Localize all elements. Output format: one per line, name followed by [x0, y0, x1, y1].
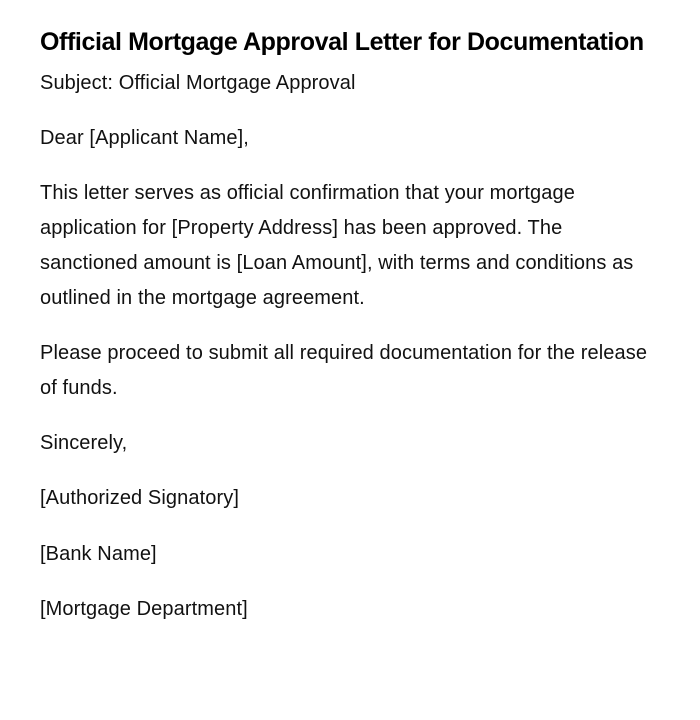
letter-document: [40, 21, 660, 627]
letter-greeting: Dear [Applicant Name],: [40, 127, 249, 149]
letter-paragraph-confirmation: This letter serves as official confirmation that your mortgage application for [Property Address] has been approved. The sanctioned amount is [Loan Amount], with terms and conditions as outlined in the mortgage agreement.: [40, 182, 634, 309]
letter-department: [Mortgage Department]: [40, 598, 248, 620]
letter-bank-name: [Bank Name]: [40, 543, 157, 565]
letter-paragraph-instructions: Please proceed to submit all required documentation for the release of funds.: [40, 342, 648, 399]
letter-subject: Subject: Official Mortgage Approval: [40, 72, 356, 94]
letter-title: Official Mortgage Approval Letter for Documentation: [40, 28, 644, 56]
letter-closing: Sincerely,: [40, 432, 128, 454]
letter-signatory: [Authorized Signatory]: [40, 487, 239, 509]
